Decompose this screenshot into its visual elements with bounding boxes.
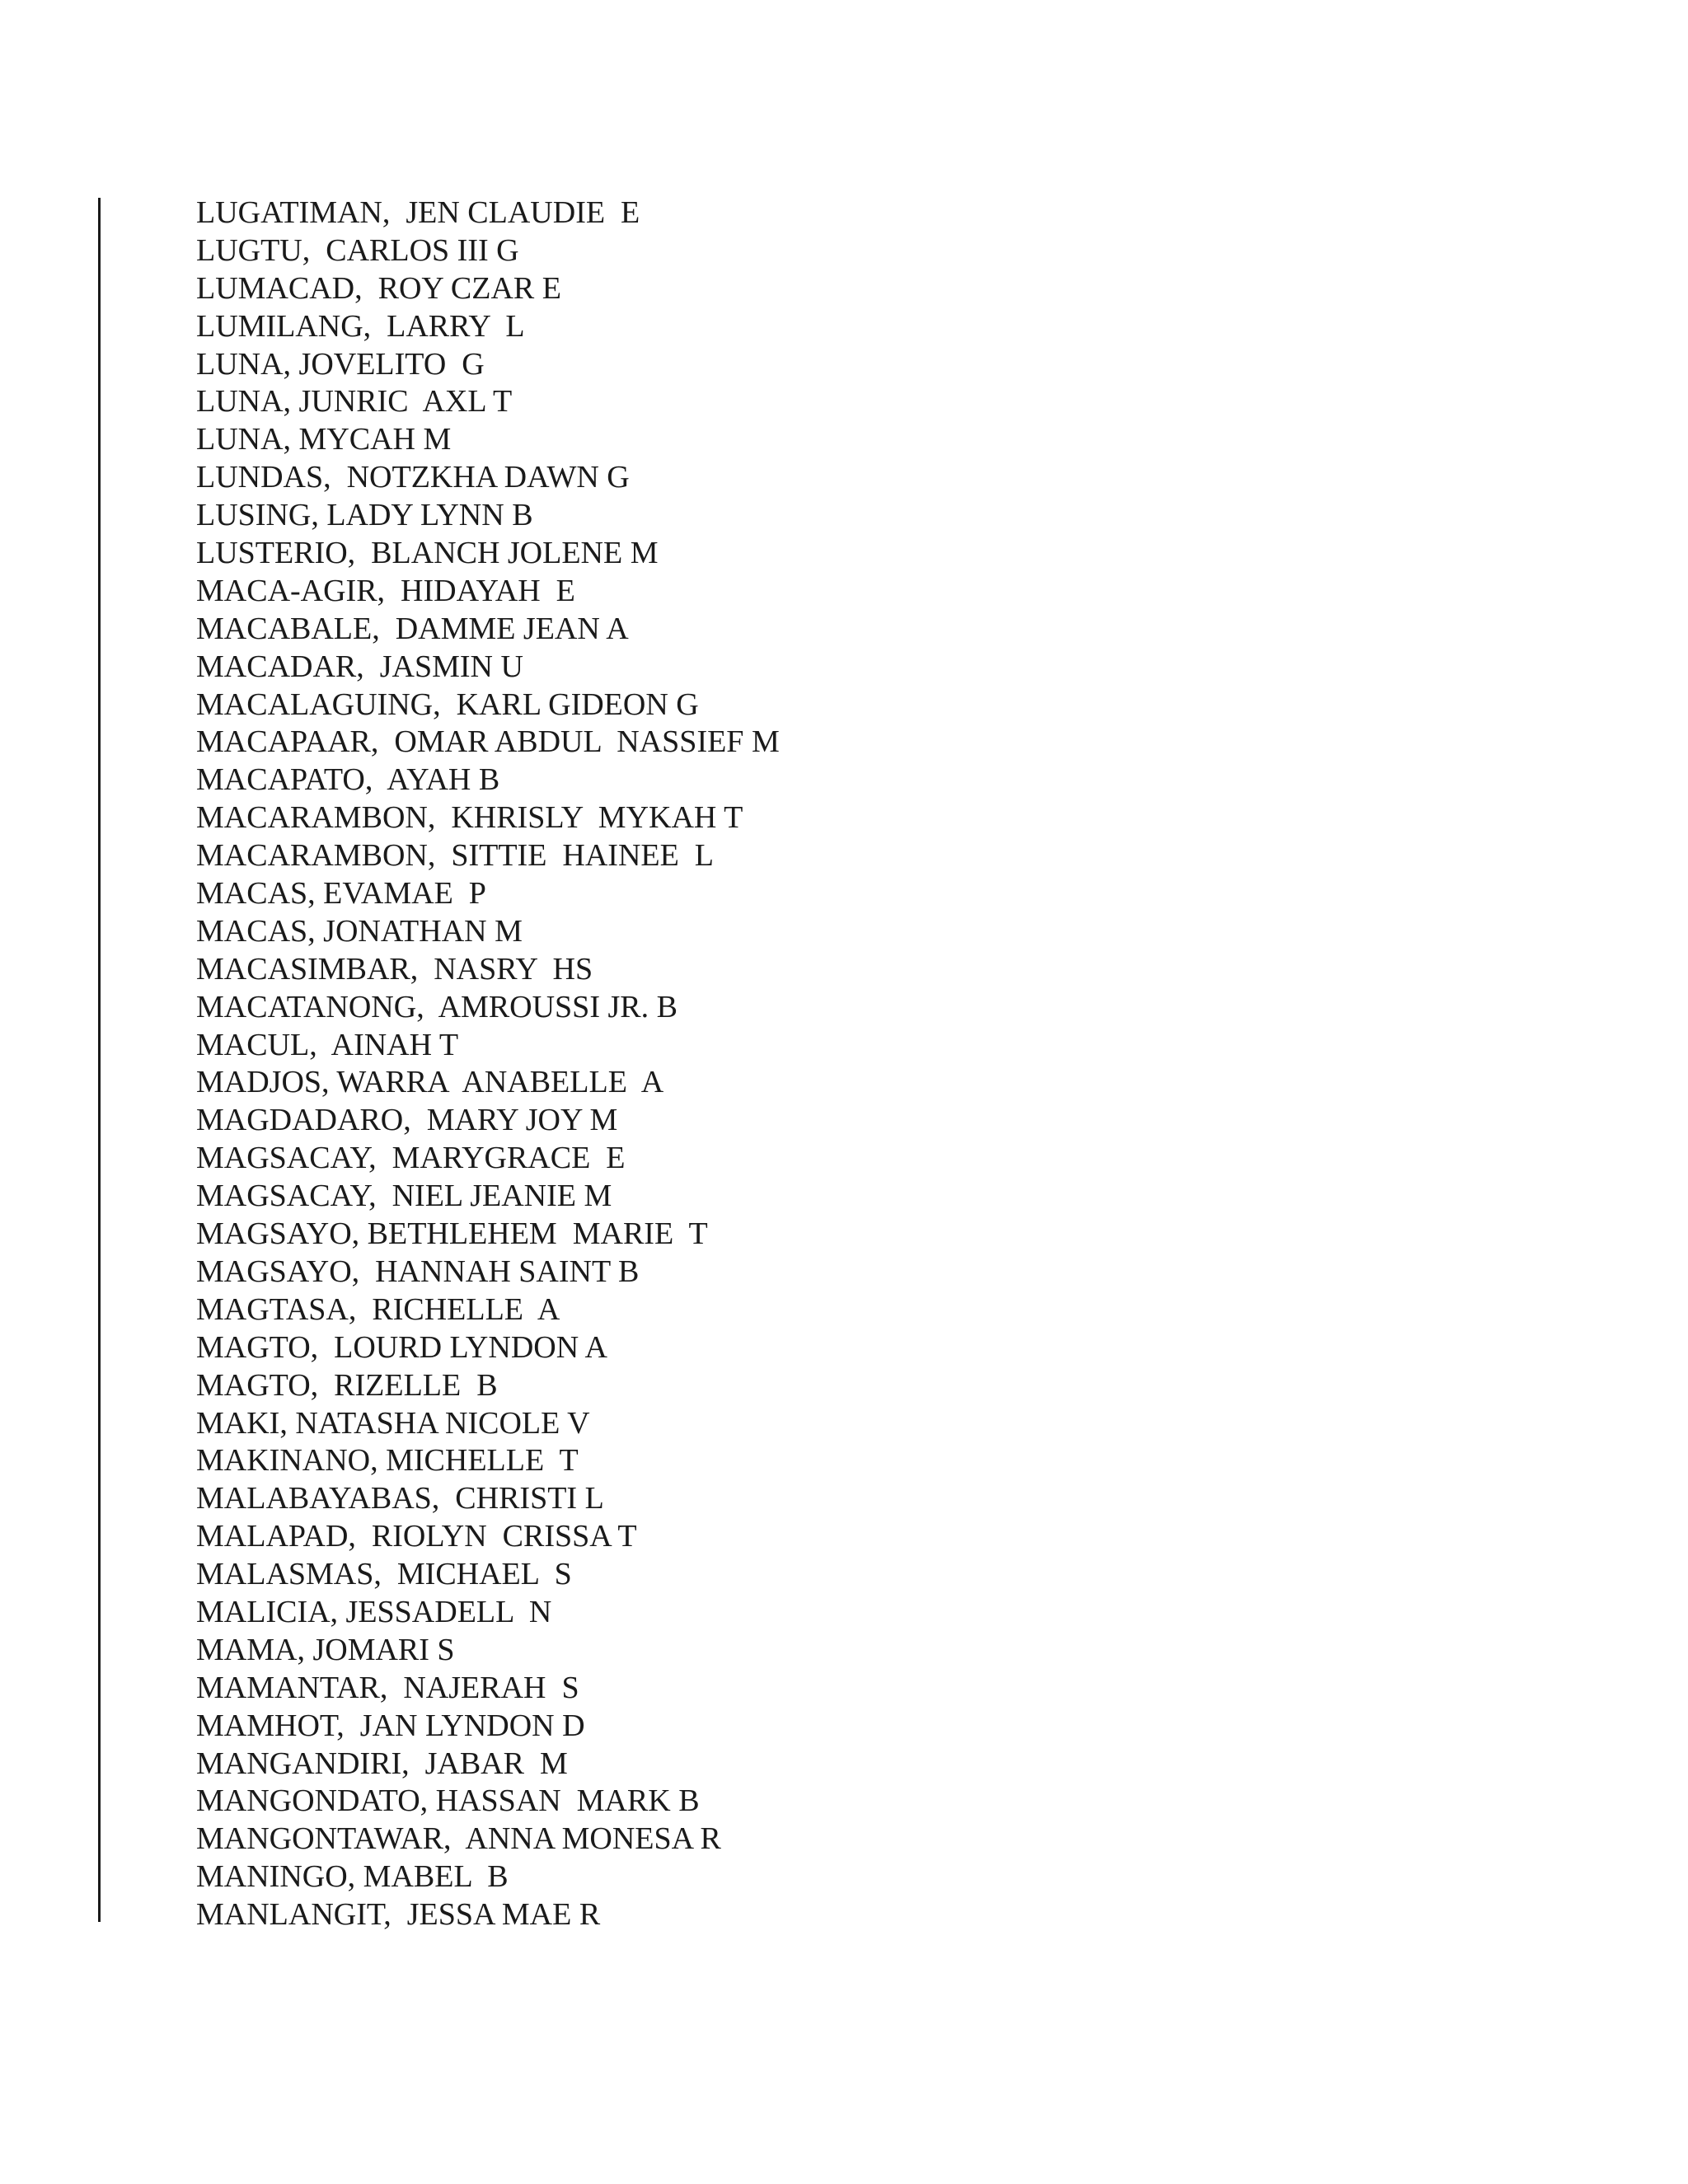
list-item: LUGATIMAN, JEN CLAUDIE E: [196, 195, 640, 230]
list-item: MAMANTAR, NAJERAH S: [196, 1670, 579, 1705]
list-item: MACAPATO, AYAH B: [196, 762, 500, 798]
list-item: MAGSAYO, BETHLEHEM MARIE T: [196, 1216, 708, 1252]
list-item: MAGTASA, RICHELLE A: [196, 1291, 560, 1327]
list-item: MACADAR, JASMIN U: [196, 649, 523, 684]
list-item: MAKI, NATASHA NICOLE V: [196, 1405, 590, 1441]
list-item: MANGONTAWAR, ANNA MONESA R: [196, 1821, 721, 1857]
name-list: [196, 194, 780, 1934]
list-item: MALAPAD, RIOLYN CRISSA T: [196, 1519, 637, 1554]
list-item: MACABALE, DAMME JEAN A: [196, 611, 629, 646]
list-item: LUNA, JOVELITO G: [196, 346, 485, 382]
list-item: MANGANDIRI, JABAR M: [196, 1746, 568, 1781]
list-item: LUSTERIO, BLANCH JOLENE M: [196, 536, 659, 571]
list-item: MALICIA, JESSADELL N: [196, 1594, 552, 1629]
list-item: MAKINANO, MICHELLE T: [196, 1443, 579, 1479]
list-item: MAGSACAY, NIEL JEANIE M: [196, 1179, 612, 1214]
list-item: MAGSACAY, MARYGRACE E: [196, 1141, 626, 1176]
list-item: MACA-AGIR, HIDAYAH E: [196, 573, 575, 608]
list-item: LUMILANG, LARRY L: [196, 308, 525, 344]
list-item: MANLANGIT, JESSA MAE R: [196, 1897, 601, 1933]
list-item: MACALAGUING, KARL GIDEON G: [196, 687, 699, 722]
list-item: MALABAYABAS, CHRISTI L: [196, 1481, 604, 1516]
list-item: LUNA, JUNRIC AXL T: [196, 384, 513, 419]
list-item: MAMA, JOMARI S: [196, 1632, 455, 1667]
list-item: MACAS, JONATHAN M: [196, 913, 523, 949]
list-item: LUSING, LADY LYNN B: [196, 498, 533, 533]
list-item: MADJOS, WARRA ANABELLE A: [196, 1065, 664, 1100]
list-item: MACASIMBAR, NASRY HS: [196, 951, 593, 987]
list-item: MACAS, EVAMAE P: [196, 876, 486, 912]
list-item: MALASMAS, MICHAEL S: [196, 1557, 572, 1592]
list-item: MACUL, AINAH T: [196, 1027, 459, 1062]
list-item: LUGTU, CARLOS III G: [196, 232, 519, 268]
list-item: MACATANONG, AMROUSSI JR. B: [196, 989, 678, 1024]
list-item: LUMACAD, ROY CZAR E: [196, 270, 561, 306]
list-item: MANINGO, MABEL B: [196, 1859, 509, 1895]
list-item: MACARAMBON, SITTIE HAINEE L: [196, 838, 715, 874]
list-item: MANGONDATO, HASSAN MARK B: [196, 1783, 700, 1819]
list-item: MACAPAAR, OMAR ABDUL NASSIEF M: [196, 724, 780, 760]
list-item: MAGDADARO, MARY JOY M: [196, 1103, 618, 1138]
margin-change-bar: [98, 198, 101, 1922]
list-item: MAGSAYO, HANNAH SAINT B: [196, 1254, 640, 1289]
list-item: MAMHOT, JAN LYNDON D: [196, 1708, 585, 1743]
list-item: MAGTO, RIZELLE B: [196, 1367, 498, 1403]
list-item: MACARAMBON, KHRISLY MYKAH T: [196, 800, 743, 836]
list-item: LUNA, MYCAH M: [196, 422, 452, 457]
list-item: LUNDAS, NOTZKHA DAWN G: [196, 460, 630, 495]
list-item: MAGTO, LOURD LYNDON A: [196, 1329, 607, 1365]
